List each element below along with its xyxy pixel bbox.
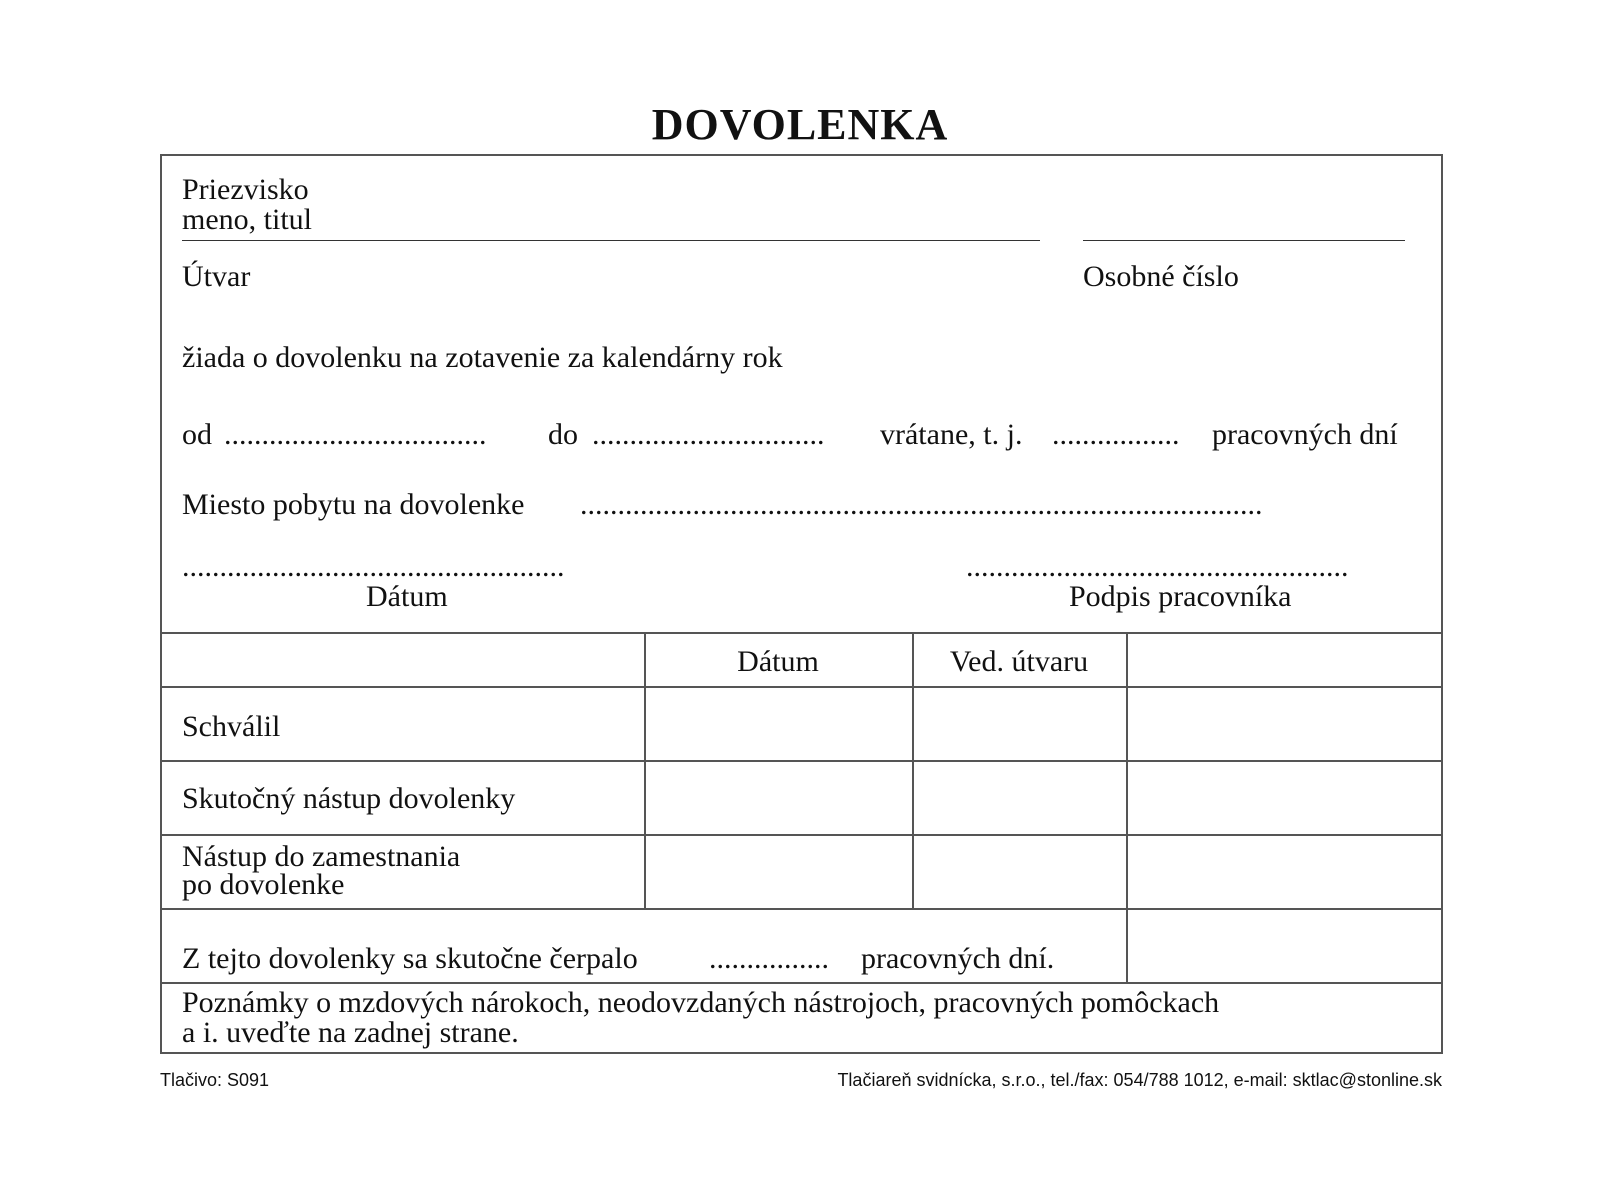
notes-line2: a i. uveďte na zadnej strane.: [182, 1016, 519, 1049]
days-field[interactable]: .................: [1052, 418, 1180, 451]
place-label: Miesto pobytu na dovolenke: [182, 488, 525, 521]
from-label: od: [182, 418, 212, 451]
signature-label: Podpis pracovníka: [1069, 580, 1292, 613]
table-row-border: [160, 834, 1443, 836]
form-code: Tlačivo: S091: [160, 1070, 270, 1090]
row-label-return-line1: Nástup do zamestnania: [182, 840, 461, 873]
unit-label: Útvar: [182, 260, 251, 293]
notes-top-border: [160, 982, 1443, 984]
form-title: DOVOLENKA: [651, 100, 949, 149]
surname-field-line[interactable]: [182, 240, 1040, 241]
surname-label-line2: meno, titul: [182, 203, 312, 236]
printer-info: Tlačiareň svidnícka, s.r.o., tel./fax: 054/788 1012, e-mail: sktlac@stonline.sk: [837, 1070, 1442, 1090]
place-field[interactable]: ...........................................................................................: [580, 488, 1263, 521]
table-top-border: [160, 632, 1443, 634]
personal-number-label: Osobné číslo: [1083, 260, 1239, 293]
to-label: do: [548, 418, 578, 451]
column-header-head-of-unit: Ved. útvaru: [949, 645, 1089, 678]
personal-number-field-line[interactable]: [1083, 240, 1405, 241]
from-date-field[interactable]: ...................................: [224, 418, 487, 451]
used-days-field[interactable]: ................: [709, 942, 829, 975]
row-label-actual-start: Skutočný nástup dovolenky: [182, 782, 516, 815]
table-column-border: [1126, 632, 1128, 982]
request-statement: žiada o dovolenku na zotavenie za kalendárny rok: [182, 341, 783, 374]
table-row-border: [160, 760, 1443, 762]
to-date-field[interactable]: ...............................: [592, 418, 825, 451]
column-header-date: Dátum: [737, 645, 819, 678]
surname-label-line1: Priezvisko: [182, 173, 309, 206]
row-label-approved: Schválil: [182, 710, 281, 743]
date-field[interactable]: ...................................................: [182, 550, 565, 583]
notes-line1: Poznámky o mzdových nárokoch, neodovzdaných nástrojoch, pracovných pomôckach: [182, 986, 1220, 1019]
row-label-return-line2: po dovolenke: [182, 868, 345, 901]
used-days-prefix: Z tejto dovolenky sa skutočne čerpalo: [182, 942, 638, 975]
used-days-suffix: pracovných dní.: [861, 942, 1055, 975]
date-label: Dátum: [366, 580, 448, 613]
table-row-border: [160, 908, 1443, 910]
days-label: pracovných dní: [1212, 418, 1398, 451]
inclusive-label: vrátane, t. j.: [880, 418, 1023, 451]
signature-field[interactable]: ...................................................: [966, 550, 1349, 583]
table-header-border: [160, 686, 1443, 688]
